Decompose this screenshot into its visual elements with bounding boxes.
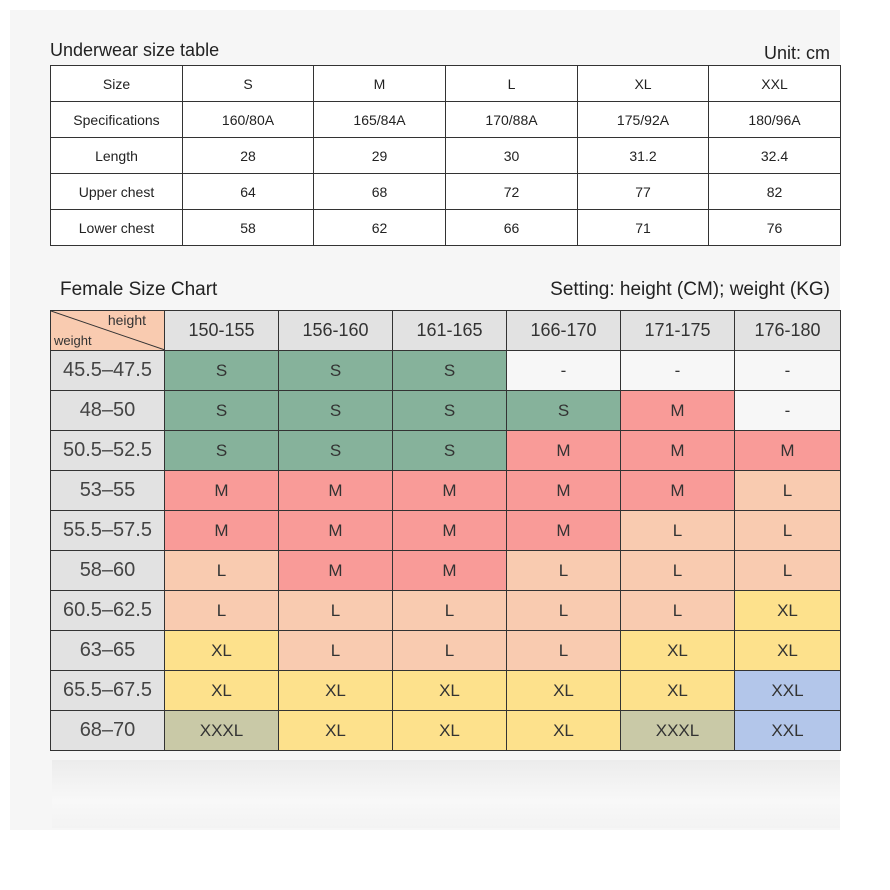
size-cell: L (165, 551, 279, 591)
table-cell: 77 (578, 174, 709, 210)
underwear-size-table (50, 65, 841, 246)
size-cell: XL (393, 671, 507, 711)
table-cell: 64 (183, 174, 314, 210)
size-cell: S (279, 391, 393, 431)
corner-height-label: height (107, 312, 146, 328)
size-cell: - (735, 391, 841, 431)
size-header-cell: L (446, 66, 578, 102)
table-cell: 82 (709, 174, 841, 210)
row-label: Specifications (51, 102, 183, 138)
female-chart-setting: Setting: height (CM); weight (KG) (550, 279, 830, 300)
size-cell: M (735, 431, 841, 471)
size-cell: S (393, 391, 507, 431)
size-cell: L (735, 471, 841, 511)
table-row (51, 210, 841, 246)
size-cell: L (165, 591, 279, 631)
size-cell: - (621, 351, 735, 391)
weight-header-cell: 68–70 (51, 711, 165, 751)
table-cell: 31.2 (578, 138, 709, 174)
table-cell: 66 (446, 210, 578, 246)
size-cell: XL (735, 591, 841, 631)
size-cell: XL (165, 631, 279, 671)
size-cell: M (279, 551, 393, 591)
footer-band (52, 760, 840, 828)
size-cell: M (165, 511, 279, 551)
weight-row (51, 471, 841, 511)
size-cell: M (507, 471, 621, 511)
size-header-cell: S (183, 66, 314, 102)
size-cell: S (165, 351, 279, 391)
height-header-row (51, 311, 841, 351)
table-cell: 170/88A (446, 102, 578, 138)
size-cell: L (279, 591, 393, 631)
corner-cell (51, 311, 165, 351)
table-cell: 28 (183, 138, 314, 174)
corner-weight-label: weight (54, 333, 92, 348)
table-cell: 175/92A (578, 102, 709, 138)
table-cell: 76 (709, 210, 841, 246)
size-cell: L (621, 551, 735, 591)
size-cell: M (507, 431, 621, 471)
underwear-table-title: Underwear size table (50, 40, 220, 60)
size-cell: L (735, 511, 841, 551)
table-cell: 30 (446, 138, 578, 174)
table-cell: 29 (314, 138, 446, 174)
size-cell: M (165, 471, 279, 511)
size-cell: M (279, 511, 393, 551)
size-cell: S (165, 391, 279, 431)
size-cell: XL (735, 631, 841, 671)
weight-row (51, 591, 841, 631)
size-header-cell: M (314, 66, 446, 102)
size-cell: L (507, 551, 621, 591)
height-header-cell: 150-155 (165, 311, 279, 351)
size-cell: XL (507, 671, 621, 711)
size-cell: L (735, 551, 841, 591)
weight-header-cell: 45.5–47.5 (51, 351, 165, 391)
size-cell: M (621, 391, 735, 431)
weight-header-cell: 58–60 (51, 551, 165, 591)
table-cell: 58 (183, 210, 314, 246)
weight-row (51, 711, 841, 751)
height-header-cell: 156-160 (279, 311, 393, 351)
table-row (51, 174, 841, 210)
weight-row (51, 391, 841, 431)
size-cell: M (507, 511, 621, 551)
size-cell: S (279, 431, 393, 471)
size-cell: XL (393, 711, 507, 751)
female-size-chart (50, 310, 841, 751)
table-cell: 180/96A (709, 102, 841, 138)
table-row (51, 138, 841, 174)
size-cell: XL (621, 631, 735, 671)
size-cell: L (393, 631, 507, 671)
weight-row (51, 431, 841, 471)
weight-row (51, 671, 841, 711)
size-cell: S (279, 351, 393, 391)
size-cell: L (279, 631, 393, 671)
table-cell: 165/84A (314, 102, 446, 138)
height-header-cell: 166-170 (507, 311, 621, 351)
weight-row (51, 511, 841, 551)
female-chart-title: Female Size Chart (60, 279, 218, 300)
size-cell: M (393, 551, 507, 591)
table-cell: 68 (314, 174, 446, 210)
size-cell: M (621, 431, 735, 471)
size-header-cell: XL (578, 66, 709, 102)
table-cell: 72 (446, 174, 578, 210)
size-cell: XL (279, 711, 393, 751)
underwear-unit-label: Unit: cm (763, 43, 830, 63)
size-cell: XXXL (165, 711, 279, 751)
size-cell: XL (507, 711, 621, 751)
size-cell: S (165, 431, 279, 471)
size-header-label: Size (51, 66, 183, 102)
size-cell: L (507, 591, 621, 631)
size-cell: S (393, 351, 507, 391)
row-label: Lower chest (51, 210, 183, 246)
height-header-cell: 161-165 (393, 311, 507, 351)
size-cell: L (393, 591, 507, 631)
size-cell: M (621, 471, 735, 511)
height-header-cell: 171-175 (621, 311, 735, 351)
size-header-cell: XXL (709, 66, 841, 102)
weight-header-cell: 65.5–67.5 (51, 671, 165, 711)
size-cell: L (621, 591, 735, 631)
size-cell: XXL (735, 711, 841, 751)
table-row (51, 102, 841, 138)
table-cell: 71 (578, 210, 709, 246)
row-label: Length (51, 138, 183, 174)
size-cell: - (507, 351, 621, 391)
table-cell: 62 (314, 210, 446, 246)
weight-header-cell: 63–65 (51, 631, 165, 671)
size-cell: XXL (735, 671, 841, 711)
weight-header-cell: 53–55 (51, 471, 165, 511)
table-cell: 32.4 (709, 138, 841, 174)
weight-row (51, 631, 841, 671)
size-cell: S (507, 391, 621, 431)
row-label: Upper chest (51, 174, 183, 210)
weight-row (51, 551, 841, 591)
size-cell: M (279, 471, 393, 511)
table-cell: 160/80A (183, 102, 314, 138)
weight-header-cell: 48–50 (51, 391, 165, 431)
size-cell: M (393, 511, 507, 551)
weight-row (51, 351, 841, 391)
size-cell: XL (165, 671, 279, 711)
size-cell: L (507, 631, 621, 671)
size-cell: XL (279, 671, 393, 711)
size-cell: M (393, 471, 507, 511)
size-cell: - (735, 351, 841, 391)
weight-header-cell: 60.5–62.5 (51, 591, 165, 631)
weight-header-cell: 55.5–57.5 (51, 511, 165, 551)
height-header-cell: 176-180 (735, 311, 841, 351)
weight-header-cell: 50.5–52.5 (51, 431, 165, 471)
underwear-header-row (51, 66, 841, 102)
size-cell: L (621, 511, 735, 551)
size-cell: XL (621, 671, 735, 711)
size-cell: S (393, 431, 507, 471)
size-cell: XXXL (621, 711, 735, 751)
